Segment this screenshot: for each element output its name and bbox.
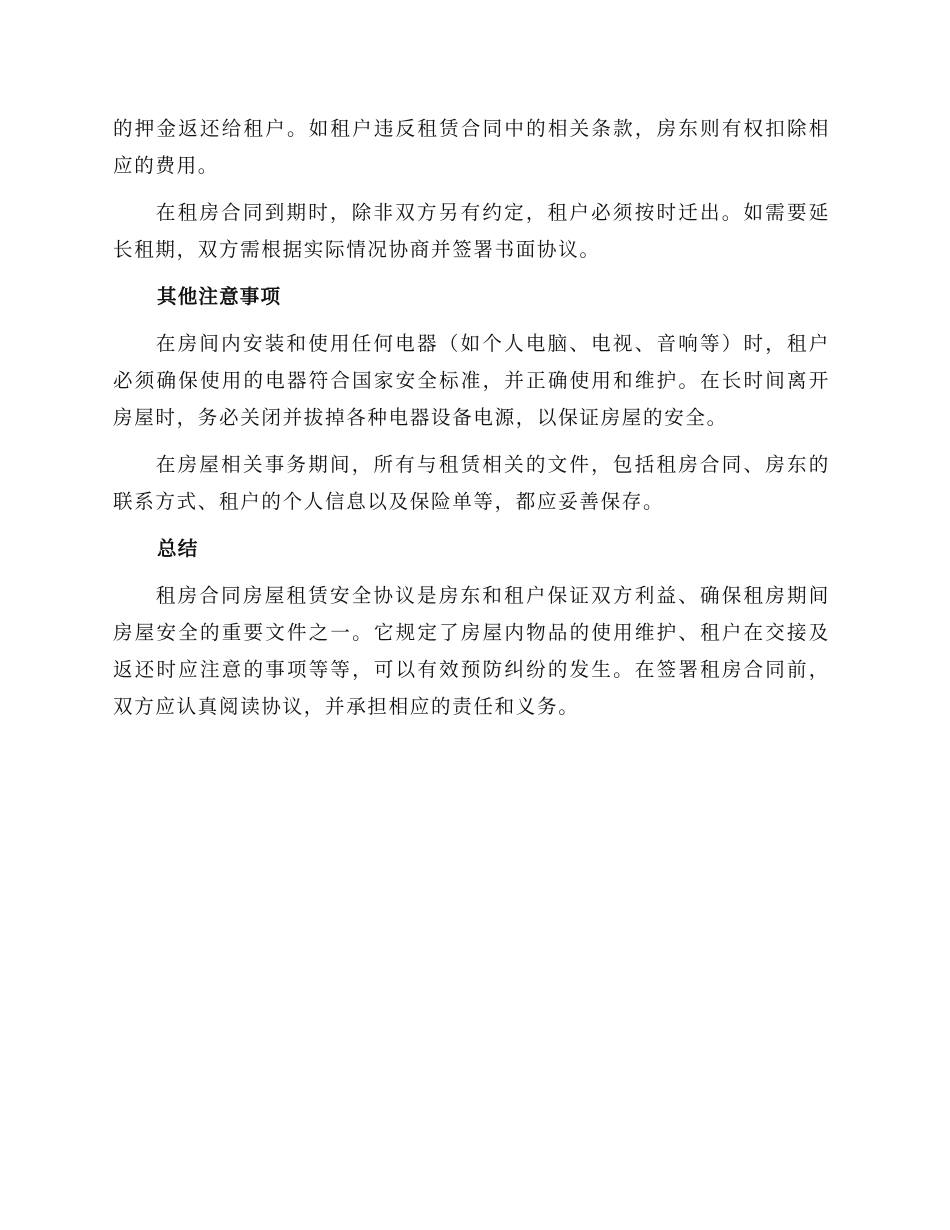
paragraph-electrical-safety: 在房间内安装和使用任何电器（如个人电脑、电视、音响等）时，租户必须确保使用的电器符合国家安全标准，并正确使用和维护。在长时间离开房屋时，务必关闭并拔掉各种电器设备电源，以保证房屋的安全。 bbox=[113, 332, 830, 429]
paragraph-document-storage: 在房屋相关事务期间，所有与租赁相关的文件，包括租房合同、房东的联系方式、租户的个人信息以及保险单等，都应妥善保存。 bbox=[113, 453, 830, 513]
section-heading-other-notes: 其他注意事项 bbox=[157, 285, 282, 308]
document-body bbox=[113, 110, 830, 735]
paragraph-summary: 租房合同房屋租赁安全协议是房东和租户保证双方利益、确保租房期间房屋安全的重要文件之一。它规定了房屋内物品的使用维护、租户在交接及返还时应注意的事项等等，可以有效预防纠纷的发生。在签署租房合同前，双方应认真阅读协议，并承担相应的责任和义务。 bbox=[113, 584, 830, 718]
paragraph-deposit-return: 的押金返还给租户。如租户违反租赁合同中的相关条款，房东则有权扣除相应的费用。 bbox=[113, 117, 830, 177]
paragraph-contract-expiry: 在租房合同到期时，除非双方另有约定，租户必须按时迁出。如需要延长租期，双方需根据实际情况协商并签署书面协议。 bbox=[113, 201, 830, 261]
section-heading-summary: 总结 bbox=[157, 537, 199, 560]
